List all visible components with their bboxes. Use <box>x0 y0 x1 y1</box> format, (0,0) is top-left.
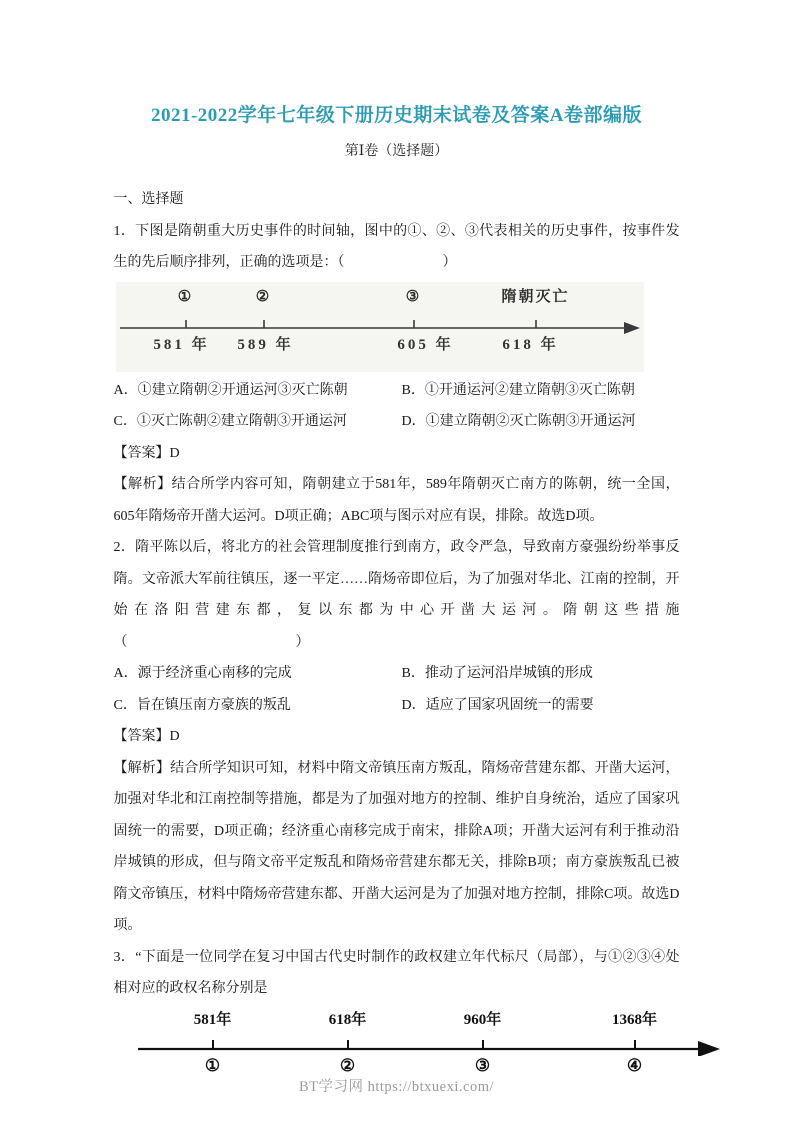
question-1-answer: 【答案】D <box>113 445 180 461</box>
timeline2-year-581: 581年 <box>193 1011 232 1028</box>
timeline1-year-581: 581 年 <box>153 336 210 353</box>
question-2-option-a: A．源于经济重心南移的完成 <box>113 666 292 681</box>
question-2-option-d: D．适应了国家巩固统一的需要 <box>401 697 594 713</box>
question-1-analysis: 【解析】结合所学内容可知，隋朝建立于581年，589年隋朝灭亡南方的陈朝，统一全国，605年隋炀帝开凿大运河。D项正确；ABC项与图示对应有误，排除。故选D项。 <box>113 477 680 524</box>
section-heading: 一、选择题 <box>113 192 184 207</box>
timeline1-marker-sui-fall: 隋朝灭亡 <box>501 288 570 305</box>
question-3-stem: 3．“下面是一位同学在复习中国古代史时制作的政权建立年代标尺（局部），与①②③④处相对应的政权名称分别是 <box>113 949 680 996</box>
timeline1-year-605: 605 年 <box>397 336 454 353</box>
timeline2-year-618: 618年 <box>328 1011 367 1028</box>
question-2-options <box>114 658 680 721</box>
timeline1-marker-1: ① <box>177 288 194 305</box>
question-2-option-c: C．旨在镇压南方豪族的叛乱 <box>113 697 291 713</box>
question-1-timeline-image <box>116 282 644 372</box>
question-1-option-b: B．①开通运河②建立隋朝③灭亡陈朝 <box>401 382 635 398</box>
paper-subtitle: 第Ⅰ卷（选择题） <box>344 144 449 159</box>
site-watermark: BT学习网 https://btxuexi.com/ <box>298 1079 495 1095</box>
timeline2-axis-arrow <box>138 1038 724 1056</box>
question-1-option-a: A．①建立隋朝②开通运河③灭亡陈朝 <box>113 382 348 398</box>
paper-content <box>114 184 680 1087</box>
timeline1-marker-3: ③ <box>405 288 422 305</box>
question-1-stem: 1．下图是隋朝重大历史事件的时间轴，图中的①、②、③代表相关的历史事件，按事件发生的先后顺序排列，正确的选项是：（ ） <box>113 223 680 270</box>
timeline2-marker-3: ③ <box>474 1055 491 1075</box>
timeline2-marker-1: ① <box>204 1055 221 1075</box>
timeline2-year-960: 960年 <box>463 1011 502 1028</box>
timeline1-year-589: 589 年 <box>237 336 294 353</box>
question-2-option-b: B．推动了运河沿岸城镇的形成 <box>401 666 593 681</box>
question-1-options <box>114 375 680 438</box>
question-2-stem: 2．隋平陈以后，将北方的社会管理制度推行到南方，政令严急，导致南方豪强纷纷举事反隋。文帝派大军前往镇压，逐一平定……隋炀帝即位后，为了加强对华北、江南的控制，开始在洛阳营建东都，复以东都为中心开凿大运河。隋朝这些措施（ ） <box>113 540 680 650</box>
question-1-option-c: C．①灭亡陈朝②建立隋朝③开通运河 <box>113 414 347 429</box>
timeline2-marker-4: ④ <box>626 1055 643 1075</box>
timeline1-year-618: 618 年 <box>502 336 559 353</box>
timeline2-year-1368: 1368年 <box>611 1011 658 1028</box>
question-2-analysis: 【解析】结合所学知识可知，材料中隋文帝镇压南方叛乱，隋炀帝营建东都、开凿大运河，加强对华北和江南控制等措施，都是为了加强对地方的控制、维护自身统治，适应了国家巩固统一的需要，D项正确；经济重心南移完成于南宋，排除A项；开凿大运河有利于推动沿岸城镇的形成，但与隋文帝平定叛乱和隋炀帝营建东都无关，排除B项；南方豪族叛乱已被隋文帝镇压，材料中隋炀帝营建东都、开凿大运河是为了加强对地方控制，排除C项。故选D项。 <box>113 760 680 933</box>
timeline1-axis-arrow <box>120 318 642 336</box>
page-title: 2021-2022学年七年级下册历史期末试卷及答案A卷部编版 <box>150 105 643 126</box>
timeline1-marker-2: ② <box>255 288 272 305</box>
question-1-option-d: D．①建立隋朝②灭亡陈朝③开通运河 <box>401 414 636 429</box>
timeline2-marker-2: ② <box>339 1055 356 1075</box>
question-2-answer: 【答案】D <box>113 729 180 744</box>
